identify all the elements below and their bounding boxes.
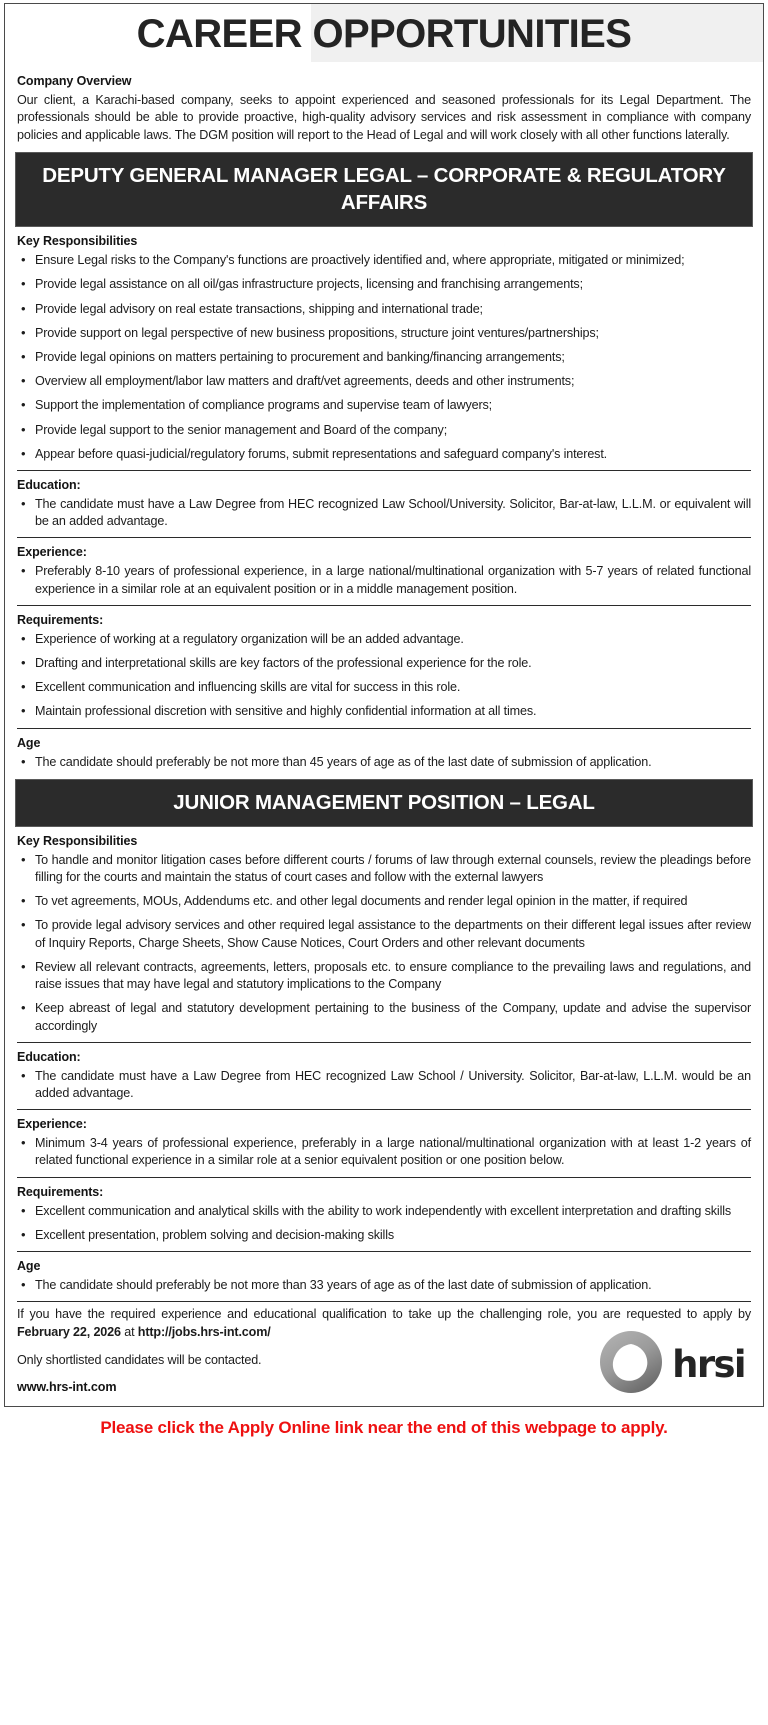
company-overview-text: Our client, a Karachi-based company, seeks to appoint experienced and seasoned professionals for its Legal Department. The professionals should be able to provide proactive, high-quality advisory services and risk assessment in compliance with company policies and applicable laws. The DGM position will report to the Head of Legal and will work closely with all other functions laterally.	[17, 93, 751, 142]
apply-online-notice: Please click the Apply Online link near the end of this webpage to apply.	[100, 1418, 668, 1438]
requirements-label-junior: Requirements:	[17, 1184, 104, 1199]
list-item: • The candidate should preferably be not more than 33 years of age as of the last date of submission of application.	[17, 1277, 751, 1294]
list-item: • Review all relevant contracts, agreements, letters, proposals etc. to ensure compliance to the prevailing laws and regulations, and raise issues that may have legal and statutory implications to the Company	[17, 959, 751, 993]
list-item: • Ensure Legal risks to the Company's functions are proactively identified and, where appropriate, mitigated or minimized;	[17, 252, 751, 269]
list-item: • Excellent communication and analytical skills with the ability to work independently with excellent interpretation and drafting skills	[17, 1203, 751, 1220]
list-item: • Provide legal opinions on matters pertaining to procurement and banking/financing arrangements;	[17, 349, 751, 366]
list-item: • Keep abreast of legal and statutory development pertaining to the business of the Company, update and advise the supervisor accordingly	[17, 1000, 751, 1034]
company-overview-label: Company Overview	[17, 74, 132, 88]
divider	[17, 1109, 751, 1110]
education-label-dgm: Education:	[17, 478, 81, 493]
closing-section	[17, 1302, 751, 1402]
list-item: • Provide legal assistance on all oil/gas infrastructure projects, licensing and franchising arrangements;	[17, 276, 751, 293]
apply-intro-text: If you have the required experience and educational qualification to take up the challenging role, you are requested to apply by	[17, 1307, 751, 1322]
responsibilities-list-dgm	[17, 252, 751, 463]
requirements-list-junior	[17, 1203, 751, 1244]
list-item: • The candidate must have a Law Degree from HEC recognized Law School/University. Solicitor, Bar-at-law, L.L.M. or equivalent will be an added advantage.	[17, 496, 751, 530]
hrsi-wordmark: hrsi	[672, 1343, 745, 1387]
list-item: • Overview all employment/labor law matters and draft/vet agreements, deeds and other instruments;	[17, 373, 751, 390]
divider	[17, 1251, 751, 1252]
job-title-banner-junior: JUNIOR MANAGEMENT POSITION – LEGAL	[15, 779, 753, 827]
list-item: • The candidate must have a Law Degree from HEC recognized Law School / University. Solicitor, Bar-at-law, L.L.M. would be an added advantage.	[17, 1068, 751, 1102]
advertisement-frame	[4, 3, 764, 1407]
list-item: • Drafting and interpretational skills are key factors of the professional experience for the role.	[17, 655, 751, 672]
divider	[17, 470, 751, 471]
list-item: • Excellent presentation, problem solving and decision-making skills	[17, 1227, 751, 1244]
list-item: • Support the implementation of compliance programs and supervise team of lawyers;	[17, 397, 751, 414]
experience-label-dgm: Experience:	[17, 545, 87, 560]
experience-list-dgm	[17, 563, 751, 597]
application-deadline: February 22, 2026	[17, 1324, 121, 1339]
list-item: • Maintain professional discretion with sensitive and highly confidential information at all times.	[17, 703, 751, 720]
hrsi-logo	[598, 1329, 745, 1400]
divider	[17, 728, 751, 729]
age-list-junior	[17, 1277, 751, 1294]
divider	[17, 605, 751, 606]
list-item: • Appear before quasi-judicial/regulatory forums, submit representations and safeguard company's interest.	[17, 446, 751, 463]
apply-at-text: at	[120, 1324, 138, 1339]
shortlist-note: Only shortlisted candidates will be contacted.	[17, 1352, 262, 1367]
requirements-label-dgm: Requirements:	[17, 612, 104, 627]
list-item: • To provide legal advisory services and other required legal assistance to the departments on their different legal issues after review of Inquiry Reports, Charge Sheets, Show Cause Notices, Court Orders and other relevant documents	[17, 917, 751, 951]
job-title-banner-dgm: DEPUTY GENERAL MANAGER LEGAL – CORPORATE & REGULATORY AFFAIRS	[15, 152, 753, 227]
company-website-link[interactable]: www.hrs-int.com	[17, 1380, 117, 1395]
page-title: CAREER OPPORTUNITIES	[136, 12, 632, 56]
list-item: • To handle and monitor litigation cases before different courts / forums of law through external counsels, review the pleadings before filling for the courts and maintain the status of court cases and follow with the external lawyers	[17, 852, 751, 886]
list-item: • The candidate should preferably be not more than 45 years of age as of the last date of submission of application.	[17, 754, 751, 771]
list-item: • To vet agreements, MOUs, Addendums etc. and other legal documents and render legal opinion in the matter, if required	[17, 893, 751, 910]
requirements-list-dgm	[17, 631, 751, 721]
responsibilities-label-dgm: Key Responsibilities	[17, 234, 138, 249]
list-item: • Provide legal support to the senior management and Board of the company;	[17, 422, 751, 439]
age-label-junior: Age	[17, 1258, 41, 1273]
list-item: • Preferably 8-10 years of professional experience, in a large national/multinational organization with 5-7 years of related functional experience in a similar role at an equivalent position or in a middle management position.	[17, 563, 751, 597]
divider	[17, 1177, 751, 1178]
divider	[17, 1042, 751, 1043]
company-overview-section	[5, 74, 763, 144]
education-label-junior: Education:	[17, 1049, 81, 1064]
list-item: • Excellent communication and influencing skills are vital for success in this role.	[17, 679, 751, 696]
list-item: • Provide support on legal perspective of new business propositions, structure joint ventures/partnerships;	[17, 325, 751, 342]
list-item: • Provide legal advisory on real estate transactions, shipping and international trade;	[17, 301, 751, 318]
responsibilities-label-junior: Key Responsibilities	[17, 833, 138, 848]
experience-list-junior	[17, 1135, 751, 1169]
responsibilities-list-junior	[17, 852, 751, 1035]
hrsi-ring-icon	[598, 1329, 664, 1400]
experience-label-junior: Experience:	[17, 1117, 87, 1132]
education-list-dgm	[17, 496, 751, 530]
position-dgm-details	[5, 234, 763, 771]
position-junior-details	[5, 834, 763, 1402]
apply-url-link[interactable]: http://jobs.hrs-int.com/	[137, 1324, 271, 1339]
page-header	[5, 4, 763, 67]
list-item: • Minimum 3-4 years of professional experience, preferably in a large national/multinational organization with at least 1-2 years of related functional experience in a similar role at a senior equivalent position or one position below.	[17, 1135, 751, 1169]
list-item: • Experience of working at a regulatory organization will be an added advantage.	[17, 631, 751, 648]
age-list-dgm	[17, 754, 751, 771]
divider	[17, 537, 751, 538]
job-advertisement-page	[0, 3, 768, 1725]
age-label-dgm: Age	[17, 735, 41, 750]
education-list-junior	[17, 1068, 751, 1102]
